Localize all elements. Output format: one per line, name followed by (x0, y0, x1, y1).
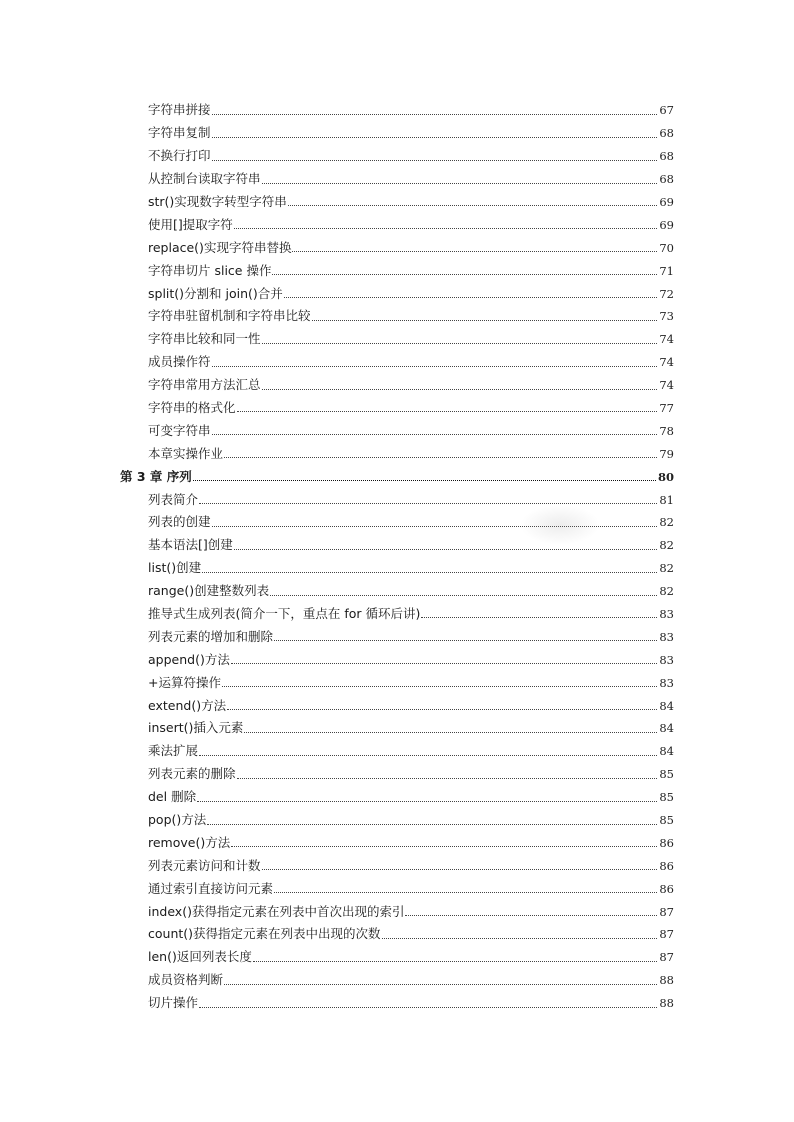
toc-entry[interactable] (0, 623, 794, 646)
dot-leader (212, 114, 658, 115)
toc-entry-title: 成员资格判断 (148, 972, 224, 988)
toc-entry-title: 使用[]提取字符 (148, 216, 233, 232)
toc-entry[interactable] (0, 601, 794, 624)
toc-entry-title: 第 3 章 序列 (120, 468, 192, 484)
toc-entry-title: 列表元素的删除 (148, 766, 236, 782)
toc-entry-page-number: 68 (659, 149, 674, 164)
dot-leader (272, 274, 657, 275)
toc-entry[interactable] (0, 509, 794, 532)
toc-entry-title: split()分割和 join()合并 (148, 285, 283, 301)
dot-leader (237, 778, 658, 779)
toc-entry-title: 不换行打印 (148, 148, 211, 164)
toc-entry-title: 列表元素的增加和删除 (148, 628, 274, 644)
toc-entry-title: 字符串比较和同一性 (148, 331, 261, 347)
toc-entry-title: 通过索引直接访问元素 (148, 880, 274, 896)
toc-entry-page-number: 84 (659, 698, 674, 713)
dot-leader (262, 343, 658, 344)
toc-entry[interactable] (0, 486, 794, 509)
toc-entry-page-number: 71 (659, 263, 674, 278)
toc-entry-page-number: 68 (659, 172, 674, 187)
toc-entry[interactable] (0, 807, 794, 830)
toc-entry-page-number: 74 (659, 332, 674, 347)
toc-entry-page-number: 82 (659, 584, 674, 599)
toc-entry[interactable] (0, 166, 794, 189)
toc-entry-page-number: 68 (659, 126, 674, 141)
toc-entry[interactable] (0, 578, 794, 601)
toc-entry-title: 推导式生成列表(简介一下，重点在 for 循环后讲) (148, 605, 421, 621)
toc-entry[interactable] (0, 555, 794, 578)
toc-entry[interactable] (0, 967, 794, 990)
toc-entry-page-number: 70 (659, 240, 674, 255)
toc-entry[interactable] (0, 395, 794, 418)
dot-leader (234, 549, 658, 550)
toc-entry-page-number: 82 (659, 538, 674, 553)
toc-entry-page-number: 88 (659, 996, 674, 1011)
toc-entry-page-number: 83 (659, 652, 674, 667)
toc-entry[interactable] (0, 211, 794, 234)
dot-leader (262, 183, 658, 184)
dot-leader (224, 984, 657, 985)
toc-entry-title: pop()方法 (148, 812, 207, 827)
toc-entry-page-number: 87 (659, 950, 674, 965)
dot-leader (262, 389, 658, 390)
dot-leader (421, 617, 657, 618)
toc-entry-title: del 删除 (148, 789, 197, 805)
toc-entry-page-number: 78 (659, 423, 674, 438)
toc-entry[interactable] (0, 189, 794, 212)
scan-smudge (520, 505, 600, 545)
toc-entry[interactable] (0, 532, 794, 555)
toc-entry-page-number: 87 (659, 927, 674, 942)
dot-leader (199, 755, 657, 756)
dot-leader (212, 160, 658, 161)
toc-entry-title: insert()插入元素 (148, 720, 244, 736)
toc-entry-page-number: 69 (659, 217, 674, 232)
toc-entry[interactable] (0, 97, 794, 120)
toc-entry-page-number: 77 (659, 400, 674, 415)
dot-leader (292, 251, 657, 252)
toc-entry[interactable] (0, 784, 794, 807)
toc-entry-page-number: 83 (659, 629, 674, 644)
toc-entry[interactable] (0, 417, 794, 440)
dot-leader (202, 572, 657, 573)
toc-entry-title: range()创建整数列表 (148, 583, 270, 599)
toc-entry[interactable] (0, 761, 794, 784)
toc-entry-title: 列表的创建 (148, 514, 211, 530)
toc-entry[interactable] (0, 143, 794, 166)
toc-entry-page-number: 84 (659, 721, 674, 736)
dot-leader (212, 137, 658, 138)
dot-leader (262, 869, 658, 870)
dot-leader (253, 961, 658, 962)
toc-entry-title: str()实现数字转型字符串 (148, 193, 287, 209)
toc-entry-title: 可变字符串 (148, 422, 211, 438)
toc-entry-page-number: 83 (659, 606, 674, 621)
dot-leader (222, 686, 657, 687)
toc-entry-page-number: 85 (659, 813, 674, 827)
toc-entry-page-number: 86 (659, 881, 674, 896)
toc-entry[interactable] (0, 944, 794, 967)
toc-entry-page-number: 80 (657, 469, 674, 484)
toc-entry-title: 从控制台读取字符串 (148, 171, 261, 187)
toc-entry[interactable] (0, 234, 794, 257)
toc-entry[interactable] (0, 921, 794, 944)
dot-leader (231, 663, 658, 664)
toc-entry[interactable] (0, 440, 794, 463)
toc-entry-title: remove()方法 (148, 834, 231, 850)
toc-entry-page-number: 83 (659, 675, 674, 690)
toc-entry-title: 成员操作符 (148, 354, 211, 370)
toc-entry-title: index()获得指定元素在列表中首次出现的索引 (148, 903, 405, 919)
toc-entry-title: 列表元素访问和计数 (148, 857, 261, 873)
toc-entry-title: 字符串复制 (148, 125, 211, 141)
toc-entry[interactable] (0, 830, 794, 853)
toc-entry-title: 字符串驻留机制和字符串比较 (148, 308, 311, 324)
dot-leader (227, 709, 657, 710)
toc-chapter-entry[interactable] (0, 463, 794, 486)
dot-leader (274, 892, 657, 893)
toc-entry[interactable] (0, 898, 794, 921)
toc-entry[interactable] (0, 303, 794, 326)
toc-entry-page-number: 86 (659, 835, 674, 850)
toc-entry[interactable] (0, 669, 794, 692)
toc-entry-title: list()创建 (148, 560, 202, 576)
toc-entry[interactable] (0, 990, 794, 1013)
toc-entry-page-number: 85 (659, 767, 674, 782)
toc-entry[interactable] (0, 326, 794, 349)
toc-entry-page-number: 74 (659, 378, 674, 393)
dot-leader (207, 824, 657, 825)
dot-leader (193, 480, 656, 481)
toc-entry-title: len()返回列表长度 (148, 949, 252, 965)
dot-leader (284, 297, 658, 298)
toc-entry[interactable] (0, 349, 794, 372)
toc-entry-page-number: 72 (659, 286, 674, 301)
toc-entry[interactable] (0, 646, 794, 669)
dot-leader (212, 366, 658, 367)
toc-entry-page-number: 82 (659, 515, 674, 530)
toc-entry-title: 切片操作 (148, 995, 199, 1011)
toc-entry-page-number: 85 (659, 790, 674, 805)
toc-entry-page-number: 87 (659, 904, 674, 919)
toc-entry-title: 字符串常用方法汇总 (148, 377, 261, 393)
toc-entry-title: extend()方法 (148, 697, 227, 713)
toc-entry[interactable] (0, 120, 794, 143)
dot-leader (199, 1007, 657, 1008)
dot-leader (244, 732, 657, 733)
dot-leader (237, 411, 658, 412)
toc-entry-page-number: 82 (659, 561, 674, 576)
toc-entry[interactable] (0, 852, 794, 875)
dot-leader (231, 846, 657, 847)
dot-leader (274, 640, 657, 641)
toc-entry-title: 字符串的格式化 (148, 399, 236, 415)
toc-entry-page-number: 67 (659, 103, 674, 118)
toc-entry-page-number: 79 (659, 446, 674, 461)
toc-entry-title: 字符串拼接 (148, 102, 211, 118)
table-of-contents (0, 97, 794, 1013)
toc-entry-title: 本章实操作业 (148, 445, 224, 461)
dot-leader (234, 228, 658, 229)
toc-entry-page-number: 74 (659, 355, 674, 370)
toc-entry[interactable] (0, 715, 794, 738)
dot-leader (312, 320, 658, 321)
toc-entry[interactable] (0, 280, 794, 303)
toc-entry[interactable] (0, 738, 794, 761)
toc-entry-page-number: 69 (659, 194, 674, 209)
toc-entry-title: 字符串切片 slice 操作 (148, 262, 272, 278)
toc-entry[interactable] (0, 372, 794, 395)
toc-entry-title: 基本语法[]创建 (148, 537, 233, 553)
toc-entry-page-number: 73 (659, 309, 674, 324)
dot-leader (288, 205, 658, 206)
toc-entry-page-number: 86 (659, 858, 674, 873)
dot-leader (382, 938, 658, 939)
dot-leader (199, 503, 657, 504)
toc-entry-title: 列表简介 (148, 491, 199, 507)
toc-entry-title: +运算符操作 (148, 674, 221, 690)
dot-leader (405, 915, 657, 916)
dot-leader (212, 434, 658, 435)
toc-entry-page-number: 81 (659, 492, 674, 507)
toc-entry[interactable] (0, 692, 794, 715)
dot-leader (224, 457, 657, 458)
toc-entry[interactable] (0, 257, 794, 280)
toc-entry-title: count()获得指定元素在列表中出现的次数 (148, 926, 381, 942)
toc-entry-page-number: 84 (659, 744, 674, 759)
toc-entry[interactable] (0, 875, 794, 898)
toc-entry-page-number: 88 (659, 973, 674, 988)
toc-entry-title: append()方法 (148, 651, 230, 667)
dot-leader (197, 801, 657, 802)
dot-leader (270, 595, 657, 596)
toc-entry-title: 乘法扩展 (148, 743, 199, 759)
toc-entry-title: replace()实现字符串替换 (148, 239, 292, 255)
